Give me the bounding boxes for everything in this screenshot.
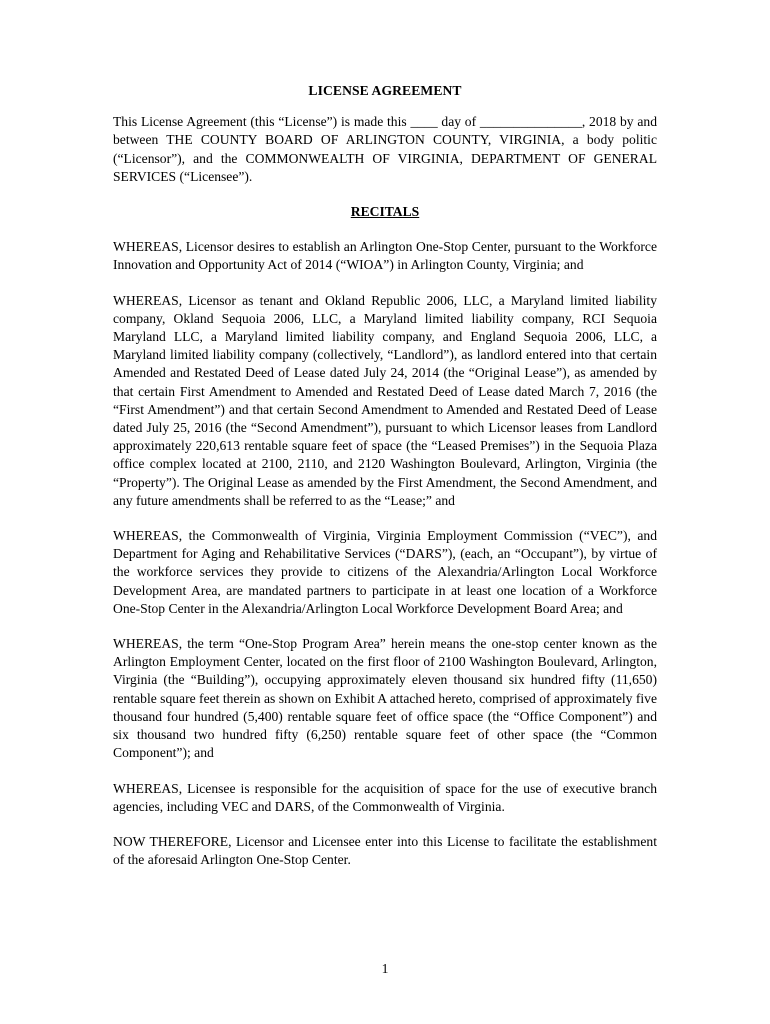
now-therefore-paragraph: NOW THEREFORE, Licensor and Licensee enter into this License to facilitate the establishment of the aforesaid Arlington One-Stop Center. (113, 833, 657, 868)
document-title: LICENSE AGREEMENT (308, 83, 462, 98)
recital-paragraph-1: WHEREAS, Licensor desires to establish an Arlington One-Stop Center, pursuant to the Workforce Innovation and Opportunity Act of 2014 (“WIOA”) in Arlington County, Virginia; and (113, 239, 657, 273)
recitals-heading: RECITALS (350, 204, 420, 220)
recital-paragraph-2: WHEREAS, Licensor as tenant and Okland Republic 2006, LLC, a Maryland limited liability company, Okland Sequoia 2006, LLC, a Maryland limited liability company, RCI Sequoia Maryland LLC, a Maryland limited liability company, and England Sequoia 2006, LLC, a Maryland limited liability company (collectively, “Landlord”), as landlord entered into that certain Amended and Restated Deed of Lease dated July 24, 2014 (the “Original Lease”), as amended by that certain First Amendment to Amended and Restated Deed of Lease dated March 7, 2016 (the “First Amendment”) and that certain Second Amendment to Amended and Restated Deed of Lease dated July 25, 2016 (the “Second Amendment”), pursuant to which Licensor leases from Landlord approximately 220,613 rentable square feet of space (the “Leased Premises”) in the Sequoia Plaza office complex located at 2100, 2110, and 2120 Washington Boulevard, Arlington, Virginia (the “Property”). The Original Lease as amended by the First Amendment, the Second Amendment, and any future amendments shall be referred to as the “Lease;” and (113, 292, 657, 508)
recital-paragraph-5: WHEREAS, Licensee is responsible for the acquisition of space for the use of executive branch agencies, including VEC and DARS, of the Commonwealth of Virginia. (113, 780, 657, 814)
intro-paragraph: This License Agreement (this “License”) is made this ____ day of _______________, 2018 by and between THE COUNTY BOARD OF ARLINGTON COUNTY, VIRGINIA, a body politic (“Licensor”), and the COMMONWEALTH OF VIRGINIA, DEPARTMENT OF GENERAL SERVICES (“Licensee”). (113, 114, 657, 184)
recital-paragraph-3: WHEREAS, the Commonwealth of Virginia, Virginia Employment Commission (“VEC”), and Department for Aging and Rehabilitative Services (“DARS”), (each, an “Occupant”), by virtue of the workforce services they provide to citizens of the Alexandria/Arlington Local Workforce Development Area, are mandated partners to participate in at least one location of a Workforce One-Stop Center in the Alexandria/Arlington Local Workforce Development Board Area; and (113, 528, 657, 616)
recital-paragraph-4: WHEREAS, the term “One-Stop Program Area” herein means the one-stop center known as the Arlington Employment Center, located on the first floor of 2100 Washington Boulevard, Arlington, Virginia (the “Building”), occupying approximately eleven thousand six hundred fifty (11,650) rentable square feet therein as shown on Exhibit A attached hereto, comprised of approximately five thousand four hundred (5,400) rentable square feet of office space (the “Office Component”) and six thousand two hundred fifty (6,250) rentable square feet of other space (the “Common Component”); and (113, 636, 657, 761)
document-body (113, 82, 657, 886)
page-number: 1 (381, 961, 389, 976)
